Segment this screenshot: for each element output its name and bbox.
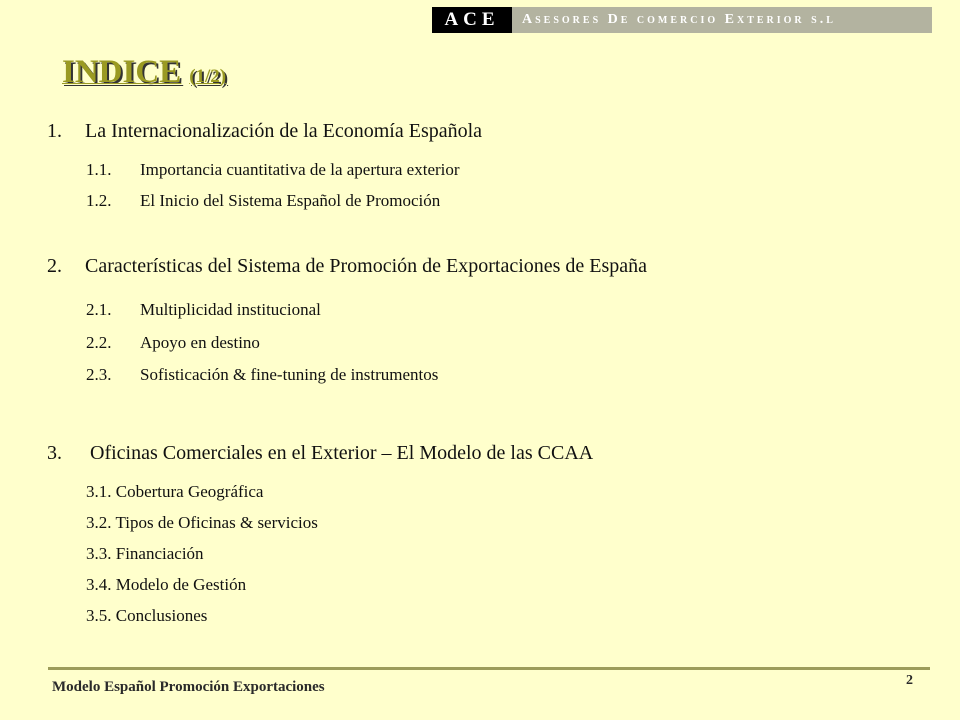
subsection-3-5 (86, 606, 207, 626)
subsection-number: 3.2. (86, 513, 112, 532)
subsection-label: Tipos de Oficinas & servicios (115, 513, 318, 532)
subsection-number: 1.1. (86, 160, 112, 179)
section-label: La Internacionalización de la Economía Española (85, 120, 483, 142)
subsection-3-1 (86, 482, 263, 502)
section-3 (47, 442, 593, 465)
subsection-label: Conclusiones (115, 606, 208, 625)
company-name: Asesores De comercio Exterior s.l (512, 7, 932, 33)
page-title (62, 54, 226, 91)
subsection-2-1 (86, 300, 321, 320)
subsection-1-2 (86, 191, 440, 211)
subsection-label: Apoyo en destino (140, 333, 260, 352)
title-part-indicator: (1/2) (189, 66, 227, 87)
subsection-number: 3.3. (86, 544, 112, 563)
title-main: INDICE (62, 54, 182, 90)
subsection-3-2 (86, 513, 318, 533)
subsection-label: Multiplicidad institucional (140, 300, 321, 319)
section-number: 3. (47, 442, 62, 464)
subsection-number: 3.5. (86, 606, 112, 625)
subsection-label: Sofisticación & fine-tuning de instrumentos (140, 365, 439, 384)
subsection-number: 2.3. (86, 365, 112, 384)
subsection-label: Importancia cuantitativa de la apertura exterior (140, 160, 460, 179)
subsection-1-1 (86, 160, 460, 180)
subsection-number: 3.1. (86, 482, 112, 501)
subsection-3-3 (86, 544, 204, 564)
brand-bar (432, 7, 932, 33)
subsection-3-4 (86, 575, 246, 595)
section-label: Oficinas Comerciales en el Exterior – El Modelo de las CCAA (90, 442, 594, 464)
subsection-number: 1.2. (86, 191, 112, 210)
subsection-number: 2.2. (86, 333, 112, 352)
company-logo: ACE (432, 7, 512, 33)
section-1 (47, 120, 482, 143)
subsection-2-2 (86, 333, 260, 353)
section-number: 2. (47, 255, 62, 277)
subsection-label: Modelo de Gestión (115, 575, 247, 594)
subsection-label: Cobertura Geográfica (115, 482, 264, 501)
footer-title: Modelo Español Promoción Exportaciones (52, 679, 325, 695)
subsection-label: Financiación (115, 544, 204, 563)
section-number: 1. (47, 120, 62, 142)
page-number: 2 (906, 673, 913, 688)
footer-divider (48, 667, 930, 670)
section-2 (47, 255, 647, 278)
subsection-number: 2.1. (86, 300, 112, 319)
subsection-number: 3.4. (86, 575, 112, 594)
subsection-label: El Inicio del Sistema Español de Promoción (140, 191, 441, 210)
subsection-2-3 (86, 365, 438, 385)
section-label: Características del Sistema de Promoción de Exportaciones de España (85, 255, 648, 277)
